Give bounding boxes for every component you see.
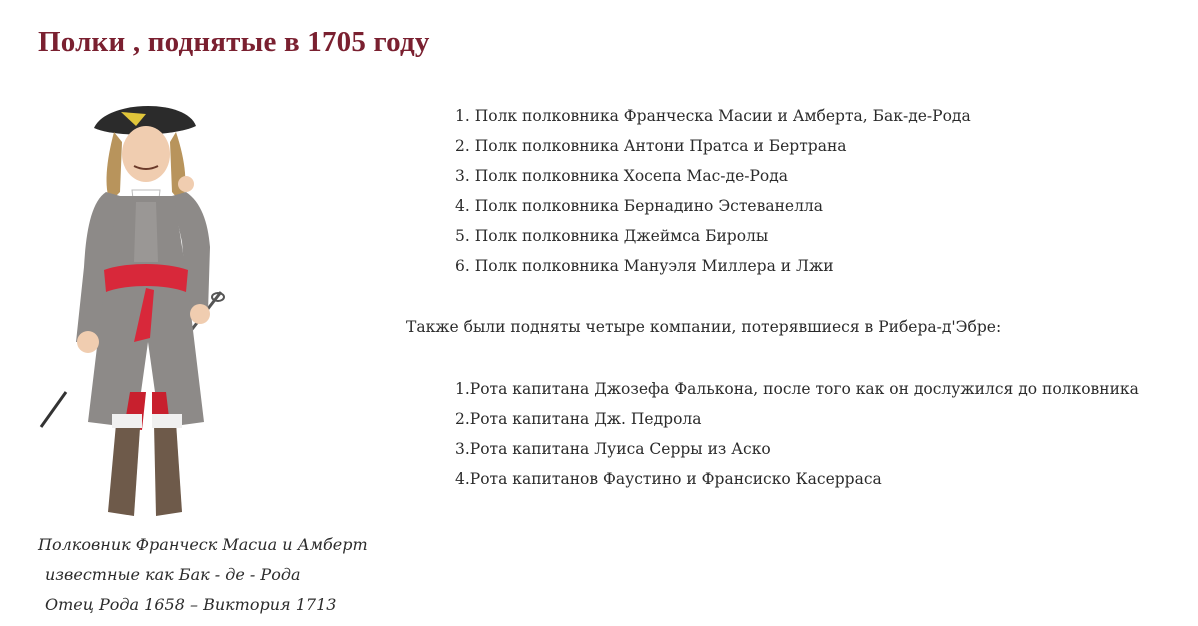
list-item: 1. Полк полковника Франческа Масии и Амберта, Бак-де-Рода <box>455 107 971 125</box>
page-title: Полки , поднятые в 1705 году <box>38 26 430 58</box>
list-item: 2. Полк полковника Антони Пратса и Бертрана <box>455 137 847 155</box>
list-item: 4. Полк полковника Бернадино Эстеванелла <box>455 197 824 215</box>
list-item: 3. Полк полковника Хосепа Мас-де-Рода <box>455 167 789 185</box>
caption-line-1: Полковник Франческ Масиа и Амберт <box>38 535 368 554</box>
caption-line-3: Отец Рода 1658 – Виктория 1713 <box>45 595 337 614</box>
list-item: 2.Рота капитана Дж. Педрола <box>455 410 702 428</box>
companies-intro: Также были подняты четыре компании, потерявшиеся в Рибера-д'Эбре: <box>406 318 1002 336</box>
caption-line-2: известные как Бак - де - Рода <box>45 565 301 584</box>
soldier-illustration <box>36 92 256 532</box>
soldier-illustration-icon <box>36 92 256 532</box>
list-item: 4.Рота капитанов Фаустино и Франсиско Касерраса <box>455 470 882 488</box>
list-item: 5. Полк полковника Джеймса Биролы <box>455 227 769 245</box>
figure-caption <box>38 530 398 620</box>
list-item: 3.Рота капитана Луиса Серры из Аско <box>455 440 771 458</box>
list-item: 1.Рота капитана Джозефа Фалькона, после того как он дослужился до полковника <box>455 380 1139 398</box>
list-item: 6. Полк полковника Мануэля Миллера и Лжи <box>455 257 834 275</box>
companies-list <box>455 374 1139 494</box>
regiments-list <box>455 101 971 281</box>
